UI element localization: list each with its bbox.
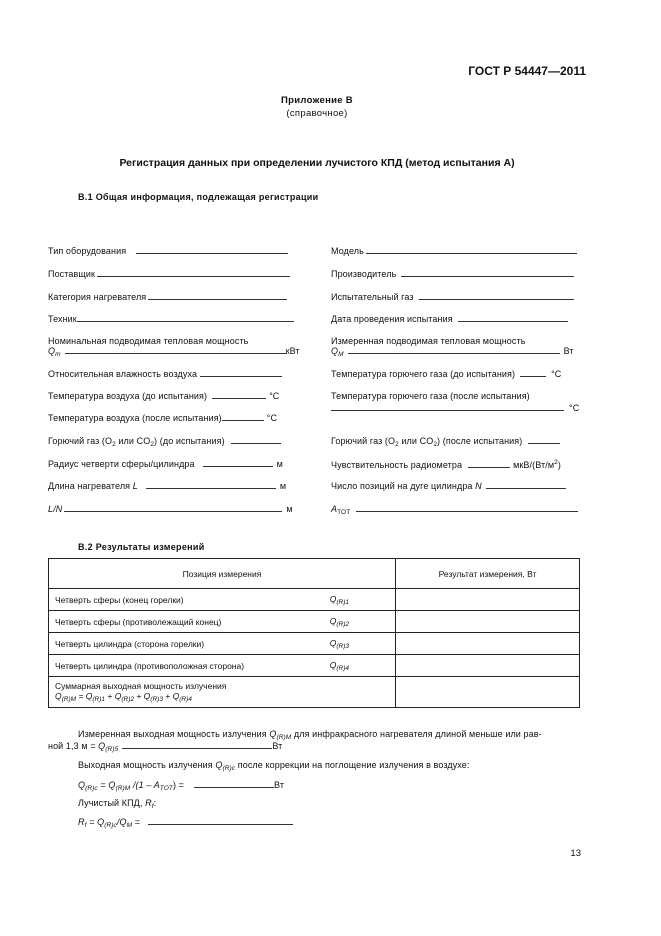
row-position-cell: Четверть сферы (конец горелки) $Q_{(R)1}$ — [49, 589, 396, 611]
blank-line — [366, 246, 577, 254]
blank-line — [231, 436, 281, 444]
annex-type: (справочное) — [286, 108, 348, 119]
field-test-gas: Испытательный газ — [331, 292, 574, 302]
sum-position-cell — [49, 677, 396, 708]
standard-number: ГОСТ Р 54447—2011 — [468, 64, 586, 78]
row-result-cell — [396, 655, 580, 677]
blank-line — [486, 481, 566, 489]
table-row — [49, 655, 580, 677]
blank-line — [356, 504, 578, 512]
table-sum-row — [49, 677, 580, 708]
field-measured-power-value: $Q_M$ Вт — [331, 346, 574, 358]
row-result-cell — [396, 589, 580, 611]
results-table — [48, 558, 580, 708]
field-radius: Радиус четверти сферы/цилиндра м — [48, 459, 283, 469]
blank-line — [203, 459, 273, 467]
blank-line — [97, 269, 290, 277]
field-fuel-gas-before: Горючий газ ($O_2$ или $CO_2$) (до испытания) — [48, 436, 281, 448]
field-a-tot: $A_{TOT}$ — [331, 504, 578, 516]
blank-line — [77, 314, 294, 322]
field-heater-length: Длина нагревателя L м — [48, 481, 287, 491]
field-technician: Техник — [48, 314, 294, 324]
row-position-cell: Четверть цилиндра (противоположная сторона) $Q_{(R)4}$ — [49, 655, 396, 677]
field-sensitivity: Чувствительность радиометра мкВ/$(Вт/м^2)$ — [331, 459, 561, 470]
row-result-cell — [396, 611, 580, 633]
field-measured-power-label: Измеренная подводимая тепловая мощность — [331, 336, 526, 346]
section-b1-heading: В.1 Общая информация, подлежащая регистрации — [78, 192, 319, 202]
blank-line — [200, 369, 282, 377]
header-position: Позиция измерения — [49, 559, 396, 589]
blank-line — [65, 346, 286, 354]
table-row — [49, 633, 580, 655]
blank-line — [148, 817, 293, 825]
sum-label: Суммарная выходная мощность излучения — [55, 681, 227, 691]
field-nominal-power-value: $Q_m$ кВт — [48, 346, 300, 358]
field-air-temp-before: Температура воздуха (до испытания) °C — [48, 391, 280, 401]
paragraph-measured-output-cont: ной 1,3 $м = Q_{(R)5}$ Вт — [48, 741, 283, 753]
blank-line — [331, 403, 564, 411]
blank-line — [194, 780, 274, 788]
field-heater-category: Категория нагревателя — [48, 292, 287, 302]
field-supplier: Поставщик — [48, 269, 290, 279]
field-gas-temp-after-label: Температура горючего газа (после испытания) — [331, 391, 530, 401]
blank-line — [148, 292, 287, 300]
row-position-cell: Четверть сферы (противолежащий конец) $Q_{(R)2}$ — [49, 611, 396, 633]
field-l-n: L/N м — [48, 504, 293, 514]
field-gas-temp-after-value: °C — [331, 403, 579, 413]
blank-line — [122, 741, 272, 749]
field-fuel-gas-after: Горючий газ ($O_2$ или $CO_2$) (после испытания) — [331, 436, 560, 448]
header-result: Результат измерения, Вт — [396, 559, 580, 589]
field-positions: Число позиций на дуге цилиндра N — [331, 481, 566, 491]
blank-line — [520, 369, 546, 377]
field-nominal-power-label: Номинальная подводимая тепловая мощность — [48, 336, 249, 346]
blank-line — [212, 391, 266, 399]
field-test-date: Дата проведения испытания — [331, 314, 568, 324]
field-air-temp-after: Температура воздуха (после испытания) °C — [48, 413, 278, 423]
document-title: Регистрация данных при определении лучистого КПД (метод испытания А) — [119, 157, 515, 169]
blank-line — [468, 460, 510, 468]
blank-line — [458, 314, 568, 322]
field-humidity: Относительная влажность воздуха — [48, 369, 282, 379]
table-header-row — [49, 559, 580, 589]
blank-line — [146, 481, 276, 489]
sum-formula: $Q_{(R)M} = Q_{(R)1} + Q_{(R)2} + Q_{(R)3} + Q_{(R)4}$ — [55, 691, 192, 703]
blank-line — [528, 436, 560, 444]
blank-line — [222, 413, 264, 421]
formula-corrected-output: $Q_{(R)c} = Q_{(R)M}$ $/(1 - A_{TOT})$ = Вт — [78, 780, 285, 792]
sum-result-cell — [396, 677, 580, 708]
annex-title: Приложение В — [281, 95, 353, 106]
paragraph-corrected-output: Выходная мощность излучения $Q_{(R)c}$ после коррекции на поглощение излучения в воздухе: — [78, 760, 470, 772]
table-row — [49, 589, 580, 611]
blank-line — [419, 292, 574, 300]
field-equipment-type: Тип оборудования — [48, 246, 288, 256]
paragraph-measured-output: Измеренная выходная мощность излучения $Q_{(R)M}$ для инфракрасного нагревателя длиной меньше или рав- — [78, 729, 542, 741]
formula-radiant-efficiency: $R_f = Q_{(R)c}/Q_M$ = — [78, 817, 293, 829]
field-manufacturer: Производитель — [331, 269, 574, 279]
row-result-cell — [396, 633, 580, 655]
field-gas-temp-before: Температура горючего газа (до испытания) °C — [331, 369, 562, 379]
field-model: Модель — [331, 246, 577, 256]
table-row — [49, 611, 580, 633]
paragraph-radiant-efficiency: Лучистый КПД, $R_f$: — [78, 798, 157, 810]
blank-line — [64, 504, 282, 512]
row-position-cell: Четверть цилиндра (сторона горелки) $Q_{(R)3}$ — [49, 633, 396, 655]
section-b2-heading: В.2 Результаты измерений — [78, 542, 205, 552]
page-number: 13 — [570, 848, 581, 859]
blank-line — [348, 346, 560, 354]
blank-line — [136, 246, 288, 254]
blank-line — [401, 269, 574, 277]
